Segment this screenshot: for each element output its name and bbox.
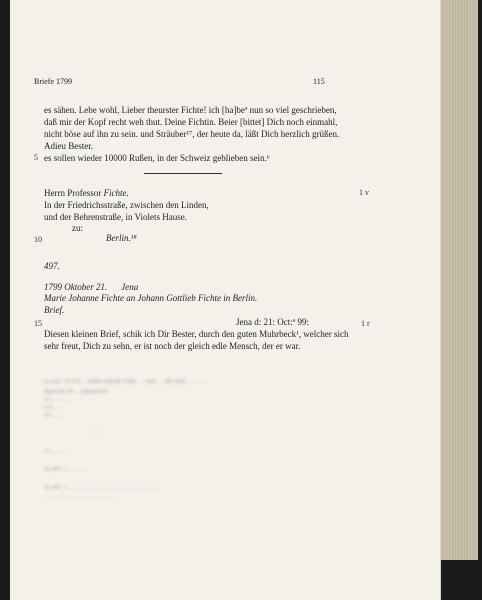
body-line: es sähen. Lebe wohl, Lieber theurster Fichte! ich [ha]beª nun so viel geschrieben, <box>44 105 337 115</box>
footnote-line: 1-2 ... ... ... <box>44 397 70 403</box>
letter-kind: Brief. <box>44 305 65 315</box>
footnote-line: 3-4 ... ... <box>44 405 64 411</box>
footnote-line: ... <box>94 422 99 428</box>
margin-reference: 1 r <box>361 319 370 328</box>
book-page <box>10 0 440 600</box>
body-line: es sollen wieder 10000 Rußen, in der Schweiz geblieben sein.ᵇ <box>44 153 270 163</box>
footnote-line: Bnds der Hs ... unleserlich <box>44 389 108 395</box>
section-divider <box>144 173 222 174</box>
address-line: zu: <box>72 223 83 233</box>
line-number: 10 <box>34 235 42 244</box>
footnote-line: ... <box>94 431 99 437</box>
letter-dateline: Jena d: 21: Oct:ª 99: <box>236 317 309 327</box>
footnote-line: ... ... ... ... ... ... ... ... ... ... ... ... <box>44 494 115 500</box>
body-line: daß mir der Kopf recht weh thut. Deine Fichtin. Beier [bittet] Dich noch einmahl, <box>44 117 338 127</box>
footnote-line: 10 ... ... <box>44 413 62 419</box>
running-header: Briefe 1799 <box>34 77 72 86</box>
address-line: In der Friedrichsstraße, zwischen den Linden, <box>44 200 209 210</box>
letter-date: 1799 Oktober 21. Jena <box>44 282 139 292</box>
footnote-line: 17 ... ... ... <box>44 449 68 455</box>
letter-number: 497. <box>44 261 60 271</box>
body-line: nicht böse auf ihn zu sein. und Sträuber¹⁷, der heute da, läßt Dich herzlich grüßen. <box>44 129 340 139</box>
address-line: Berlin.¹⁸ <box>106 233 137 243</box>
footnote-line: Zu 497. 1 ... ... ... ... ... ... ... ... ... ... ... ... ... ... ... <box>44 485 158 491</box>
letter-text-line: sehr freut, Dich zu sehn, er ist noch der gleich edle Mensch, der er war. <box>44 341 301 351</box>
footnote-line: a Lesb.: ist H b ... lesbar und die Ziffer ... Anm. ... die Zahl... ... ... ... <box>44 379 208 385</box>
address-line: Herrn Professor Fichte. <box>44 188 129 198</box>
page-number: 115 <box>313 77 325 86</box>
body-line: Adieu Bester. <box>44 141 93 151</box>
line-number: 5 <box>34 153 38 162</box>
line-number: 15 <box>34 319 42 328</box>
adjacent-page-edge <box>440 0 478 560</box>
letter-correspondents: Marie Johanne Fichte an Johann Gottlieb Fichte in Berlin. <box>44 293 258 303</box>
footnote-line: Zu 497. 1 ... ... ... <box>44 467 86 473</box>
address-line: und der Behrenstraße, in Violets Hause. <box>44 212 188 222</box>
letter-text-line: Diesen kleinen Brief, schik ich Dir Bester, durch den guten Muhrbeck¹, welcher sich <box>44 329 349 339</box>
margin-reference: 1 v <box>359 188 369 197</box>
